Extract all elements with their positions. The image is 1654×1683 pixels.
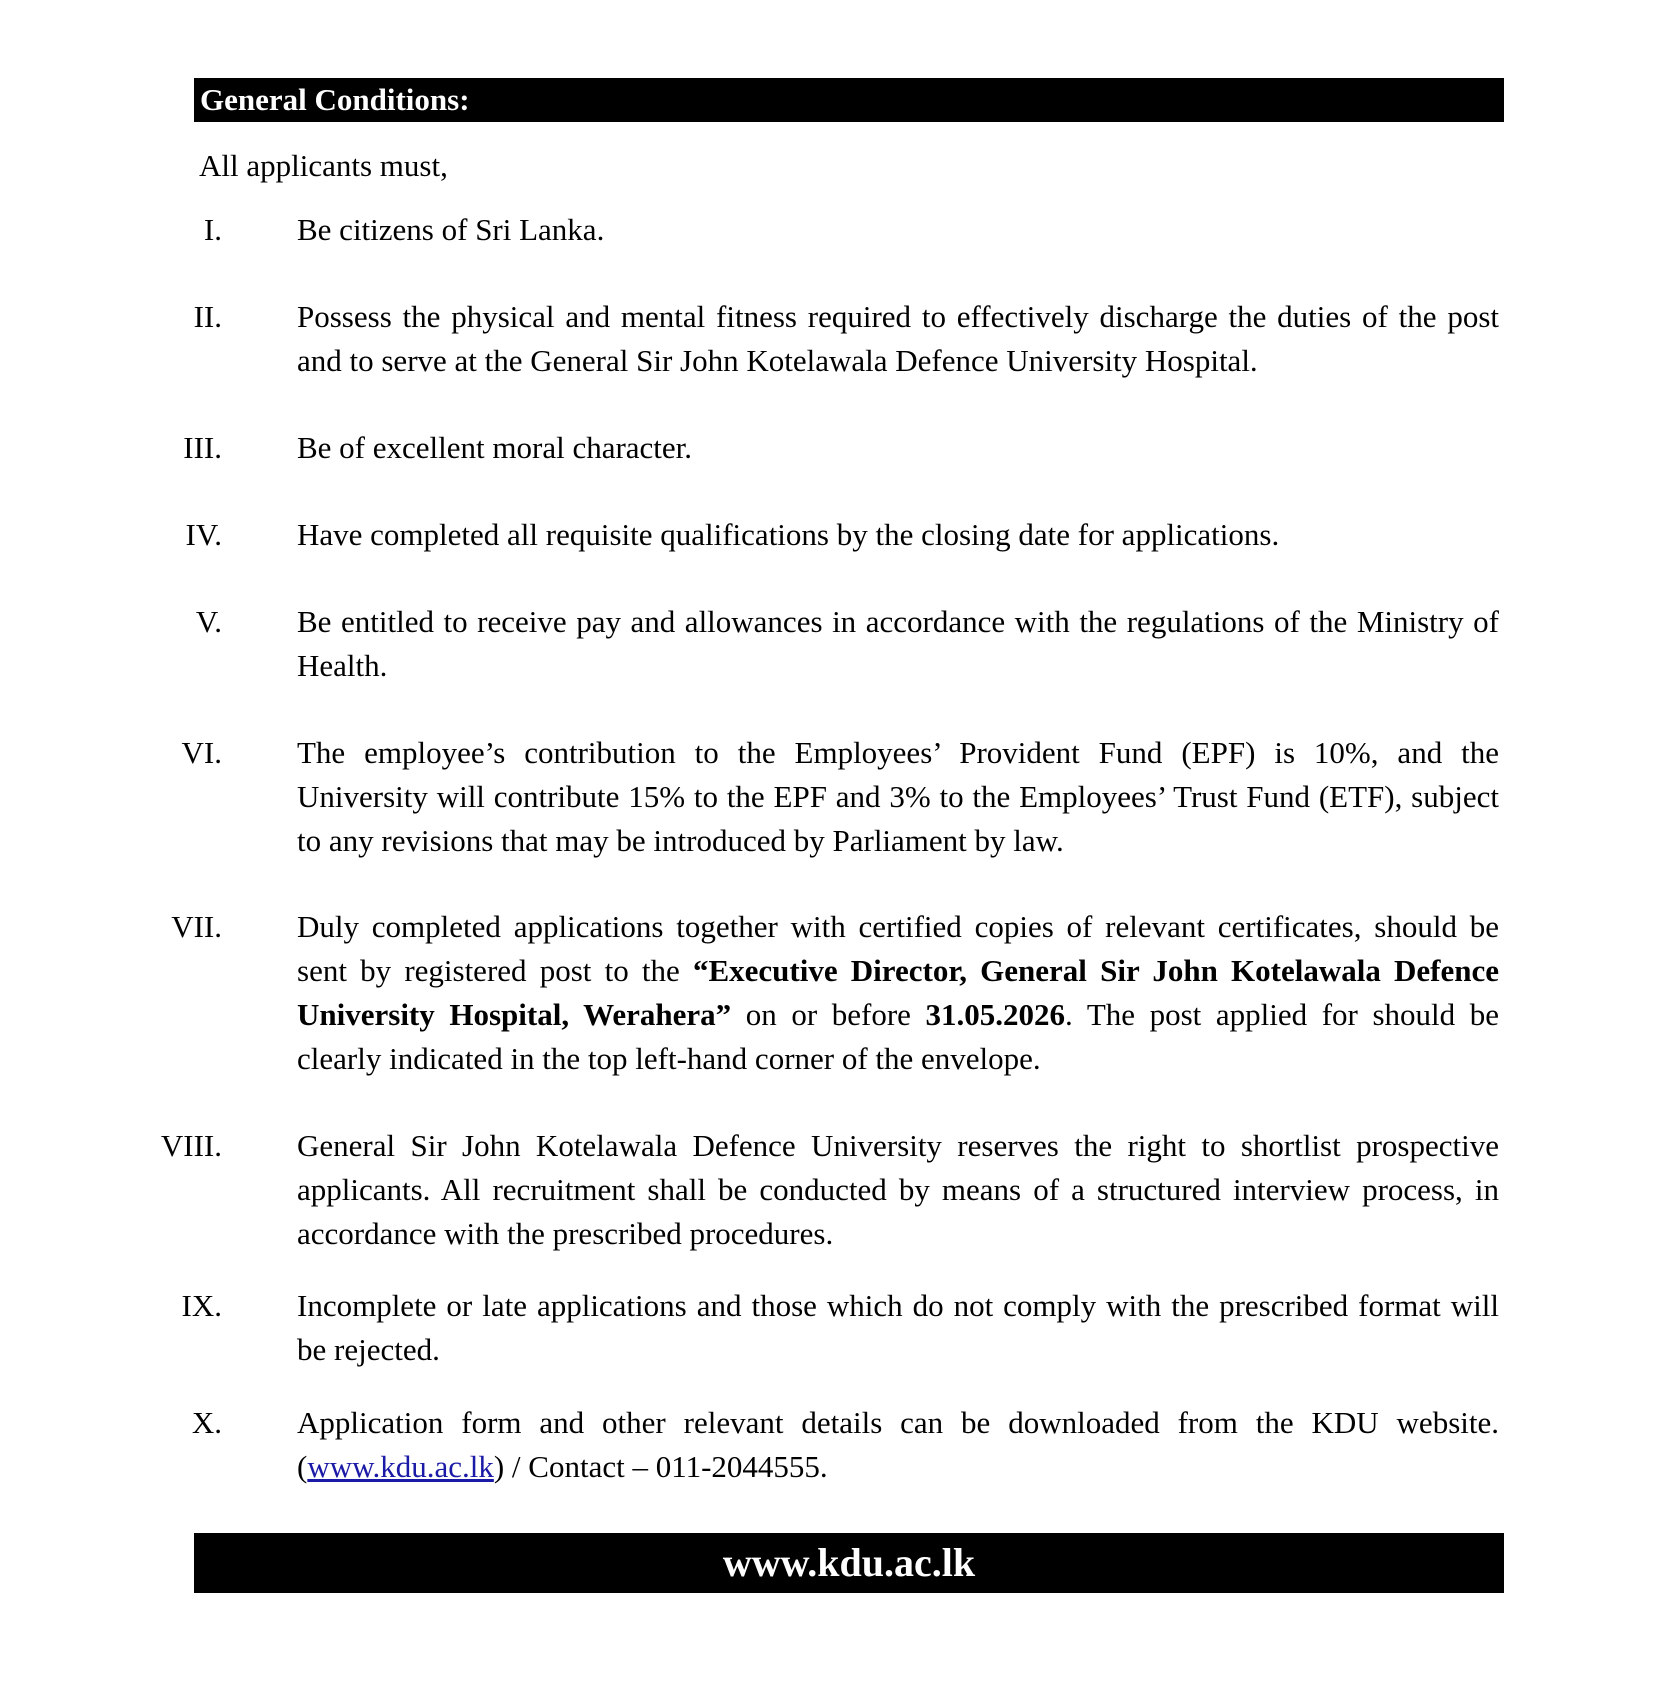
condition-number: VI. [181,735,222,770]
recipient-address: “Executive Director, General Sir John Kotelawala Defence University Hospital, Werahera” [297,953,1499,1032]
condition-text: Have completed all requisite qualifications by the closing date for applications. [297,517,1280,552]
condition-number: IV. [185,517,222,552]
website-link[interactable]: www.kdu.ac.lk [307,1449,494,1484]
footer-website: www.kdu.ac.lk [722,1540,976,1585]
condition-text: Be entitled to receive pay and allowances in accordance with the regulations of the Ministry of Health. [297,604,1499,683]
condition-text-part: Duly completed applications together with certified copies of relevant certificates, should be sent by registered post to the [297,909,1499,988]
condition-number: II. [193,299,222,334]
condition-number: VIII. [160,1128,222,1163]
condition-number: I. [203,212,222,247]
condition-text: Incomplete or late applications and those which do not comply with the prescribed format will be rejected. [297,1288,1499,1367]
condition-number: V. [195,604,222,639]
condition-number: III. [183,430,222,465]
condition-number: IX. [181,1288,222,1323]
condition-text-part: on or before [731,997,926,1032]
section-title: General Conditions: [200,82,470,117]
condition-text [297,1401,1499,1489]
condition-number: VII. [171,909,222,944]
section-header-bar [194,78,1504,122]
condition-text: Be of excellent moral character. [297,430,693,465]
condition-text [297,905,1499,1081]
condition-number: X. [191,1405,222,1440]
condition-text: General Sir John Kotelawala Defence University reserves the right to shortlist prospective applicants. All recruitment shall be conducted by means of a structured interview process, in accordance with the prescribed procedures. [297,1128,1499,1251]
intro-text: All applicants must, [199,148,448,183]
condition-text-part: . The post applied for should be clearly indicated in the top left-hand corner of the envelope. [297,997,1499,1076]
condition-text: Be citizens of Sri Lanka. [297,212,605,247]
footer-bar [194,1533,1504,1593]
closing-date: 31.05.2026 [925,997,1066,1032]
condition-text: Possess the physical and mental fitness required to effectively discharge the duties of the post and to serve at the General Sir John Kotelawala Defence University Hospital. [297,299,1499,378]
condition-text-part: Application form and other relevant details can be downloaded from the KDU website. ( [297,1405,1499,1484]
condition-text-part: ) / Contact – 011-2044555. [493,1449,828,1484]
condition-text: The employee’s contribution to the Employees’ Provident Fund (EPF) is 10%, and the University will contribute 15% to the EPF and 3% to the Employees’ Trust Fund (ETF), subject to any revisions that may be introduced by Parliament by law. [297,735,1499,858]
